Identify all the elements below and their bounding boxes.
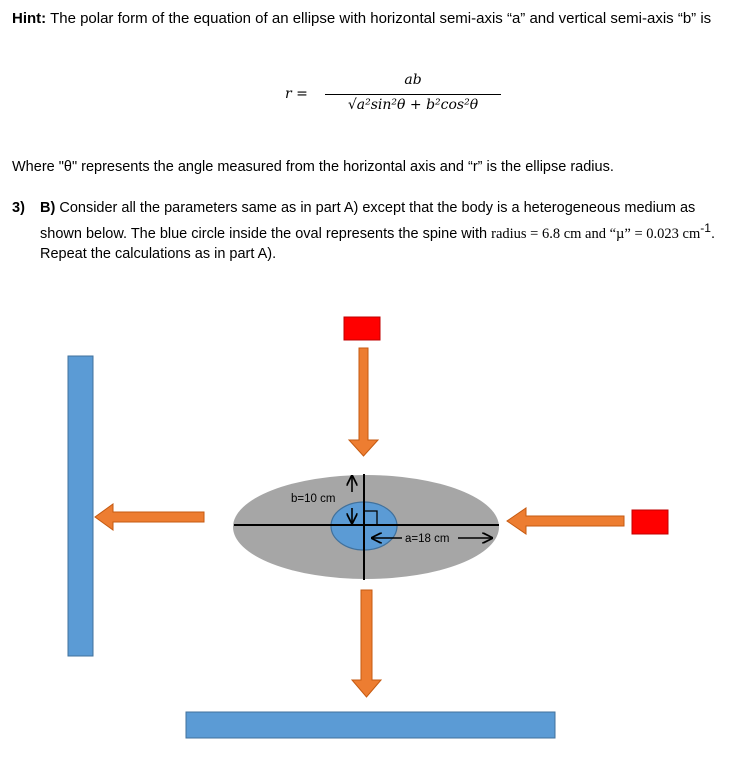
- b-label: b=10 cm: [291, 493, 336, 505]
- bottom-detector-plate: [186, 712, 555, 738]
- top-beam-arrow: [349, 348, 378, 456]
- hint-text: The polar form of the equation of an ellipse with horizontal semi-axis “a” and vertical semi-axis “b” is: [50, 10, 712, 27]
- question-part: B): [40, 200, 56, 216]
- question-text-serif: radius = 6.8 cm and “µ” = 0.023 cm: [491, 225, 701, 242]
- bottom-beam-arrow: [352, 590, 381, 697]
- hint-label: Hint:: [12, 10, 47, 27]
- left-detector-plate: [68, 356, 93, 656]
- where-paragraph: Where "θ" represents the angle measured from the horizontal axis and “r” is the ellipse radius.: [12, 159, 614, 175]
- question-number: 3): [12, 200, 25, 216]
- question-text-2: . Repeat the calculations as in part A).: [40, 225, 716, 262]
- right-source: [632, 510, 668, 534]
- formula-numerator: ab: [404, 72, 422, 88]
- question-text-1: Consider all the parameters same as in part A) except that the body is a heterogeneous medium as shown below. The blue circle inside the oval represents the spine with: [40, 200, 696, 242]
- a-label: a=18 cm: [405, 533, 450, 545]
- question-superscript: -1: [700, 221, 711, 235]
- top-source: [344, 317, 380, 340]
- right-beam-arrow: [507, 508, 624, 534]
- left-beam-arrow: [95, 504, 204, 530]
- formula-lhs: r =: [285, 86, 308, 102]
- formula-denominator: √a²sin²θ + b²cos²θ: [347, 97, 479, 113]
